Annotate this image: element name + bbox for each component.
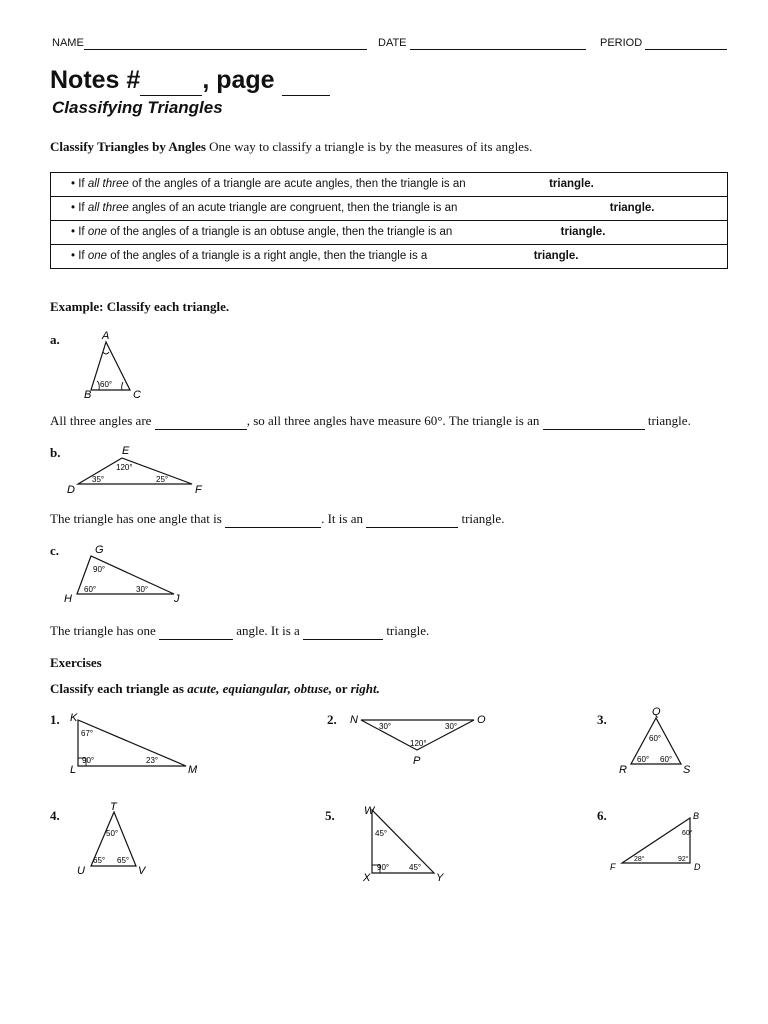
page-number-field[interactable]: [282, 66, 330, 96]
angle-label: 23°: [146, 756, 159, 765]
triangle-klm: [78, 720, 186, 766]
answer-blank[interactable]: [366, 511, 458, 528]
vertex-label: R: [619, 764, 627, 776]
answer-blank[interactable]: [303, 623, 383, 640]
vertex-label: O: [477, 714, 486, 726]
angle-label: 67°: [81, 729, 94, 738]
triangle-klm-figure: [64, 708, 209, 778]
date-field[interactable]: [410, 37, 586, 50]
angle-label: 60°: [682, 830, 693, 837]
page-title: [50, 66, 330, 96]
angle-label: 25°: [156, 475, 169, 484]
angle-label: 30°: [379, 722, 392, 731]
vertex-label: L: [70, 764, 77, 776]
rule-tail: triangle.: [549, 178, 594, 190]
angle-label: 45°: [375, 829, 388, 838]
vertex-label: F: [195, 484, 202, 496]
example-a-sentence: [50, 413, 691, 430]
vertex-label: G: [95, 544, 104, 556]
answer-blank[interactable]: [431, 245, 531, 269]
vertex-label: B: [84, 389, 92, 400]
angle-arc: [103, 352, 109, 354]
angle-label: 90°: [377, 863, 390, 872]
rule-text: angles of an acute triangle are congruent, then the triangle is an: [128, 202, 458, 214]
answer-blank[interactable]: [455, 221, 557, 245]
sentence-text: angle. It is a: [236, 623, 300, 638]
vertex-label: B: [693, 811, 700, 821]
triangle-bfd-figure: [606, 805, 716, 875]
angle-label: 120°: [410, 739, 427, 748]
angle-arc: [97, 381, 99, 390]
example-c-label: c.: [50, 543, 60, 558]
period-label: PERIOD: [600, 37, 643, 49]
vertex-label: H: [64, 593, 72, 605]
angle-label: 60°: [100, 380, 113, 389]
exercise-5-number: 5.: [325, 808, 335, 823]
vertex-label: N: [350, 714, 358, 726]
notes-number-field[interactable]: [140, 66, 202, 96]
rule-text: If: [78, 226, 88, 238]
rule-text: of the angles of a triangle is an obtuse angle, then the triangle is an: [107, 226, 453, 238]
bullet: •: [71, 202, 76, 214]
answer-blank[interactable]: [159, 623, 233, 640]
triangle-tuv-figure: [72, 798, 162, 880]
answer-blank[interactable]: [469, 173, 546, 197]
rule-text: If: [78, 178, 88, 190]
example-c-sentence: [50, 623, 429, 640]
rule-text: of the angles of a triangle are acute angles, then the triangle is an: [128, 178, 466, 190]
vertex-label: U: [77, 865, 85, 877]
name-line: [52, 37, 367, 50]
notes-label: Notes #: [50, 66, 141, 94]
angle-label: 60°: [84, 585, 97, 594]
angle-label: 60°: [649, 734, 662, 743]
vertex-label: W: [364, 805, 375, 817]
exercise-6-number: 6.: [597, 808, 607, 823]
answer-blank[interactable]: [225, 511, 321, 528]
answer-blank[interactable]: [155, 413, 247, 430]
sentence-text: , so all three angles have measure 60°. The triangle is an: [246, 413, 540, 428]
sentence-text: The triangle has one angle that is: [50, 511, 222, 526]
triangle-def-figure: [62, 440, 212, 498]
angle-label: 90°: [93, 565, 106, 574]
instruction-text: Classify each triangle as: [50, 681, 188, 696]
exercises-instruction: [50, 681, 380, 697]
rule-row: [51, 173, 727, 197]
date-line: [378, 37, 586, 50]
angle-label: 30°: [445, 722, 458, 731]
angle-arc: [122, 382, 123, 390]
angle-label: 60°: [660, 755, 673, 764]
page-subtitle: Classifying Triangles: [52, 98, 223, 117]
vertex-label: K: [70, 712, 78, 724]
triangle-qrs-figure: [614, 703, 704, 781]
triangle-ghj-figure: [62, 540, 192, 606]
name-label: NAME: [52, 37, 84, 49]
bullet: •: [71, 226, 76, 238]
rule-text: If: [78, 202, 88, 214]
vertex-label: E: [122, 445, 130, 457]
instruction-terms: acute, equiangular, obtuse,: [187, 681, 333, 696]
example-a-label: a.: [50, 332, 60, 347]
bullet: •: [71, 178, 76, 190]
vertex-label: J: [174, 593, 180, 605]
vertex-label: M: [188, 764, 198, 776]
instruction-terms: right.: [350, 681, 380, 696]
angle-label: 28°: [634, 856, 645, 863]
vertex-label: A: [102, 330, 110, 342]
vertex-label: D: [67, 484, 75, 496]
angle-label: 60°: [637, 755, 650, 764]
angle-label: 92°: [678, 856, 689, 863]
vertex-label: P: [413, 755, 421, 767]
rule-row: [51, 221, 727, 245]
vertex-label: Q: [652, 706, 661, 718]
exercise-4-number: 4.: [50, 808, 60, 823]
triangle-wxy-figure: [358, 800, 458, 884]
sentence-text: The triangle has one: [50, 623, 156, 638]
vertex-label: T: [110, 801, 117, 813]
example-b-label: b.: [50, 445, 61, 460]
rule-emphasis: one: [87, 226, 108, 238]
rule-text: If: [78, 250, 88, 262]
bullet: •: [71, 250, 76, 262]
answer-blank[interactable]: [461, 197, 607, 221]
angle-label: 65°: [93, 856, 106, 865]
period-line: [600, 37, 727, 50]
sentence-text: triangle.: [461, 511, 505, 526]
rule-emphasis: all three: [87, 178, 129, 190]
example-b-sentence: [50, 511, 504, 528]
exercises-heading: Exercises: [50, 655, 102, 670]
angle-label: 90°: [82, 756, 95, 765]
period-field[interactable]: [645, 37, 727, 50]
intro-text: One way to classify a triangle is by the measures of its angles.: [209, 139, 533, 154]
intro-heading: Classify Triangles by Angles: [50, 139, 206, 154]
answer-blank[interactable]: [543, 413, 645, 430]
vertex-label: Y: [436, 872, 444, 884]
angle-label: 50°: [106, 829, 119, 838]
rule-emphasis: one: [87, 250, 108, 262]
exercise-2-number: 2.: [327, 712, 337, 727]
sentence-text: triangle.: [386, 623, 430, 638]
rule-tail: triangle.: [560, 226, 606, 238]
angle-label: 35°: [92, 475, 105, 484]
vertex-label: F: [610, 862, 616, 872]
vertex-label: V: [138, 865, 146, 877]
instruction-text: or: [332, 681, 351, 696]
name-field[interactable]: [84, 37, 367, 50]
rule-row: [51, 197, 727, 221]
triangle-nop-figure: [344, 708, 489, 768]
sentence-text: triangle.: [647, 413, 691, 428]
exercise-1-number: 1.: [50, 712, 60, 727]
rule-tail: triangle.: [609, 202, 655, 214]
exercise-3-number: 3.: [597, 712, 607, 727]
vertex-label: C: [133, 389, 141, 400]
page-label: , page: [202, 66, 275, 94]
vertex-label: X: [363, 872, 371, 884]
angle-label: 65°: [117, 856, 130, 865]
angle-label: 120°: [116, 463, 133, 472]
date-label: DATE: [378, 37, 407, 49]
intro-paragraph: [50, 139, 532, 155]
vertex-label: S: [683, 764, 691, 776]
rule-text: of the angles of a triangle is a right angle, then the triangle is a: [107, 250, 428, 262]
rule-tail: triangle.: [533, 250, 579, 262]
rule-emphasis: all three: [87, 202, 129, 214]
rule-row: [51, 245, 727, 268]
sentence-text: All three angles are: [50, 413, 152, 428]
angle-label: 30°: [136, 585, 149, 594]
vertex-label: D: [694, 862, 701, 872]
example-heading: Example: Classify each triangle.: [50, 299, 230, 314]
sentence-text: . It is an: [321, 511, 363, 526]
triangle-abc-figure: [84, 328, 164, 400]
rules-table: [50, 172, 728, 269]
angle-label: 45°: [409, 863, 422, 872]
